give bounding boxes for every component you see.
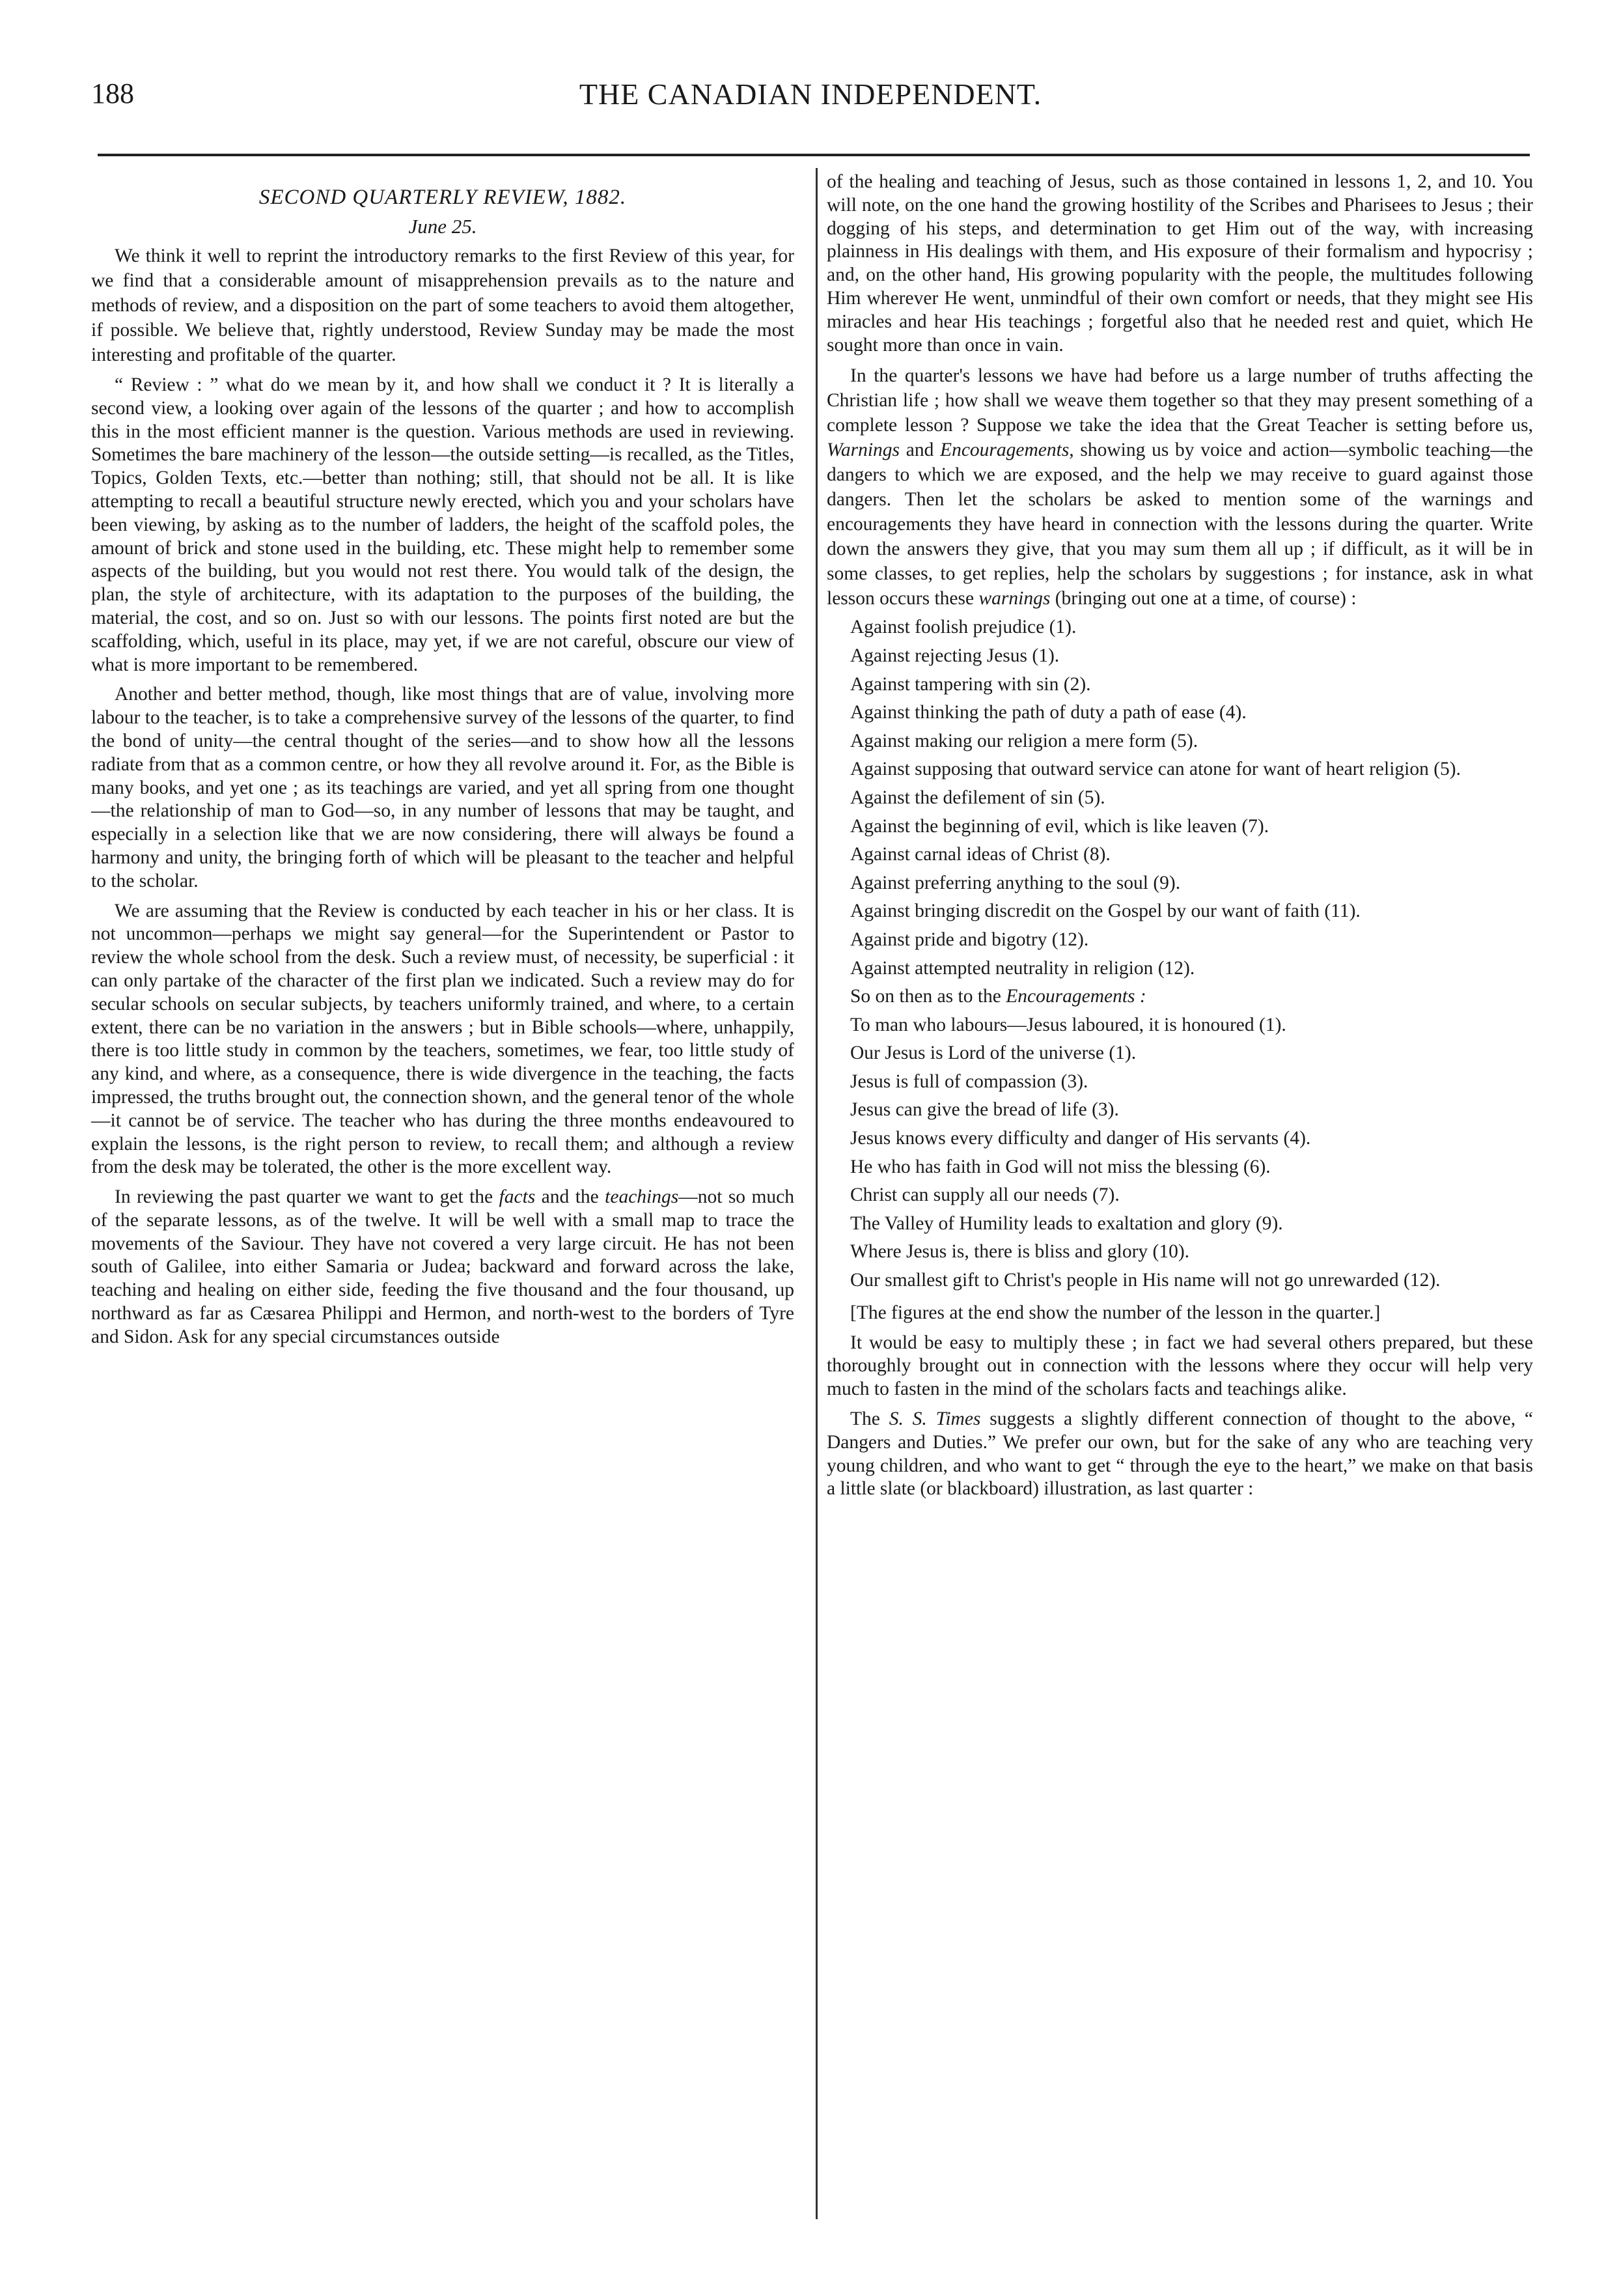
emphasis: Encouragements : — [1006, 986, 1146, 1007]
list-item: Our smallest gift to Christ's people in His name will not go unrewarded (12). — [850, 1270, 1441, 1291]
list-item: Against pride and bigotry (12). — [850, 929, 1089, 950]
paragraph: We are assuming that the Review is conducted by each teacher in his or her class. It is not uncommon—perhaps we might say general—for the Superintendent or Pastor to review the whole school from the desk. Such a review must, of necessity, be superficial : it can only partake of the character of the first plan we indicated. Such a review may do for secular schools on secular subjects, by teachers uniformly trained, and where, to a certain extent, there can be no variation in the answers ; but in Bible schools—where, unhappily, there is too little study in common by the teachers, sometimes, we fear, too little study of any kind, and where, as a consequence, there is wide divergence in the teaching, the facts impressed, the truths brought out, the connection shown, and the general tenor of the whole—it cannot be of service. The teacher who has during the three months endeavoured to explain the lessons, is the right person to review, to recall them; and although a review from the desk may be tolerated, the other is the more excellent way. — [91, 900, 794, 1178]
paragraph: It would be easy to multiply these ; in fact we had several others prepared, but these thoroughly brought out in connection with the lessons where they occur will help very much to fasten in the mind of the scholars facts and teachings alike. — [827, 1332, 1533, 1400]
paragraph: In the quarter's lessons we have had before us a large number of truths affecting the Christian life ; how shall we weave them together so that they may present something of a complete lesson ? Suppose we take the idea that the Great Teacher is setting before us, Warnings and Encouragements, showing us by voice and action—symbolic teaching—the dangers to which we are exposed, and the help we may receive to guard against those dangers. Then let the scholars be asked to mention some of the warnings and encouragements they have heard in connection with the lessons during the quarter. Write down the answers they give, that you may sum them all up ; if difficult, as it will be in some classes, to get replies, help the scholars by suggestions ; for instance, ask in what lesson occurs these warnings (bringing out one at a time, of course) : — [827, 365, 1534, 609]
list-item: Jesus is full of compassion (3). — [850, 1071, 1088, 1092]
article-title: SECOND QUARTERLY REVIEW, 1882. — [258, 186, 627, 209]
list-item: Against bringing discredit on the Gospel by our want of faith (11). — [850, 901, 1361, 922]
list-item: Against the beginning of evil, which is like leaven (7). — [850, 815, 1269, 837]
header-rule — [98, 154, 1530, 156]
list-item: Against carnal ideas of Christ (8). — [850, 844, 1111, 865]
list-item: Against thinking the path of duty a path of ease (4). — [850, 702, 1247, 723]
list-item: Against preferring anything to the soul (9). — [850, 872, 1181, 893]
list-item: Our Jesus is Lord of the universe (1). — [850, 1043, 1137, 1064]
list-item: The Valley of Humility leads to exaltation and glory (9). — [850, 1212, 1283, 1234]
list-item: Against the defilement of sin (5). — [850, 787, 1105, 808]
paragraph: “ Review : ” what do we mean by it, and how shall we conduct it ? It is literally a second view, a looking over again of the lessons of the quarter ; and how to accomplish this in the most efficient manner is the question. Various methods are used in reviewing. Sometimes the bare machinery of the lesson—the outside setting—is recalled, as the Titles, Topics, Golden Texts, etc.—better than nothing; still, that should not be all. It is like attempting to recall a beautiful structure newly erected, which you and your scholars have been viewing, by asking as to the number of ladders, the height of the scaffold poles, the amount of brick and stone used in the building, etc. These might help to remember some aspects of the building, but you would not rest there. You would talk of the design, the plan, the style of architecture, with its adaptation to the purposes of the building, the material, the cost, and so on. Just so with our lessons. The points first noted are but the scaffolding, which, useful in its place, may yet, if we are not careful, obscure our view of what is more important to be remembered. — [91, 374, 794, 675]
list-item: Against foolish prejudice (1). — [850, 617, 1077, 638]
left-column — [91, 171, 794, 1349]
emphasis: S. S. Times — [889, 1408, 981, 1430]
emphasis: Encouragements, — [940, 440, 1074, 461]
list-item: To man who labours—Jesus laboured, it is honoured (1). — [850, 1014, 1286, 1035]
list-item: Christ can supply all our needs (7). — [850, 1184, 1120, 1206]
list-item: Against rejecting Jesus (1). — [850, 645, 1060, 666]
running-header — [91, 77, 1530, 116]
bracket-note: [The figures at the end show the number of the lesson in the quarter.] — [850, 1302, 1381, 1323]
paragraph: We think it well to reprint the introductory remarks to the first Review of this year, for we find that a considerable amount of misapprehension prevails as to the nature and methods of review, and a disposition on the part of some teachers to avoid them altogether, if possible. We believe that, rightly understood, Review Sunday may be made the most interesting and profitable of the quarter. — [91, 245, 794, 365]
list-item: Against attempted neutrality in religion (12). — [850, 957, 1195, 979]
paragraph: In reviewing the past quarter we want to get the facts and the teachings—not so much of the separate lessons, as of the twelve. It will be well with a small map to trace the movements of the Saviour. They have not covered a very large circuit. He has not been south of Galilee, into either Samaria or Judea; backward and forward across the lake, teaching and healing on either side, feeding the five thousand and the four thousand, up northward as far as Cæsarea Philippi and Hermon, and north-west to the borders of Tyre and Sidon. Ask for any special circumstances outside — [91, 1186, 795, 1347]
emphasis: warnings — [978, 588, 1051, 609]
list-item: Jesus can give the bread of life (3). — [850, 1099, 1119, 1121]
list-item: Against making our religion a mere form (5). — [850, 730, 1198, 751]
list-item: Where Jesus is, there is bliss and glory (10). — [850, 1241, 1190, 1263]
paragraph: Another and better method, though, like most things that are of value, involving more labour to the teacher, is to take a comprehensive survey of the lessons of the quarter, to find the bond of unity—the central thought of the series—and to show how all the lessons radiate from that as a common centre, or how they all revolve around it. For, as the Bible is many books, and yet one ; as its teachings are varied, and yet all spring from one thought—the relationship of man to God—so, in any number of lessons that may be taught, and especially in a selection like that we are now considering, there will always be found a harmony and unity, the bringing forth of which will be pleasant to the teacher and helpful to the scholar. — [91, 684, 794, 891]
emphasis: Warnings — [827, 440, 900, 461]
paragraph: of the healing and teaching of Jesus, such as those contained in lessons 1, 2, and 10. You will note, on the one hand the growing hostility of the Scribes and Pharisees to Jesus ; their dogging of his steps, and determination to get Him out of the way, with increasing plainness in His dealings with them, and His exposure of their formalism and hypocrisy ; and, on the other hand, His growing popularity with the people, the multitudes following Him wherever He went, unmindful of their own comfort or needs, that they might see His miracles and hear His teachings ; forgetful also that he needed rest and quiet, which He sought more than once in vain. — [827, 171, 1533, 356]
running-title: THE CANADIAN INDEPENDENT. — [579, 77, 1042, 111]
list-item: He who has faith in God will not miss the blessing (6). — [850, 1156, 1271, 1177]
article-date: June 25. — [408, 215, 477, 238]
paragraph: The S. S. Times suggests a slightly different connection of thought to the above, “ Dangers and Duties.” We prefer our own, but for the sake of any who are teaching very young children, and who want to get “ through the eye to the heart,” we make on that basis a little slate (or blackboard) illustration, as last quarter : — [827, 1408, 1533, 1500]
column-divider — [816, 168, 818, 2219]
encouragements-intro: So on then as to the Encouragements : — [850, 986, 1146, 1007]
list-item: Against supposing that outward service can atone for want of heart religion (5). — [850, 759, 1461, 780]
emphasis: teachings — [605, 1186, 679, 1208]
emphasis: facts — [499, 1186, 536, 1208]
warnings-list — [827, 613, 1533, 1295]
page-number: 188 — [91, 77, 134, 109]
list-item: Against tampering with sin (2). — [850, 673, 1091, 695]
right-column — [827, 171, 1533, 1501]
list-item: Jesus knows every difficulty and danger of His servants (4). — [850, 1128, 1311, 1149]
